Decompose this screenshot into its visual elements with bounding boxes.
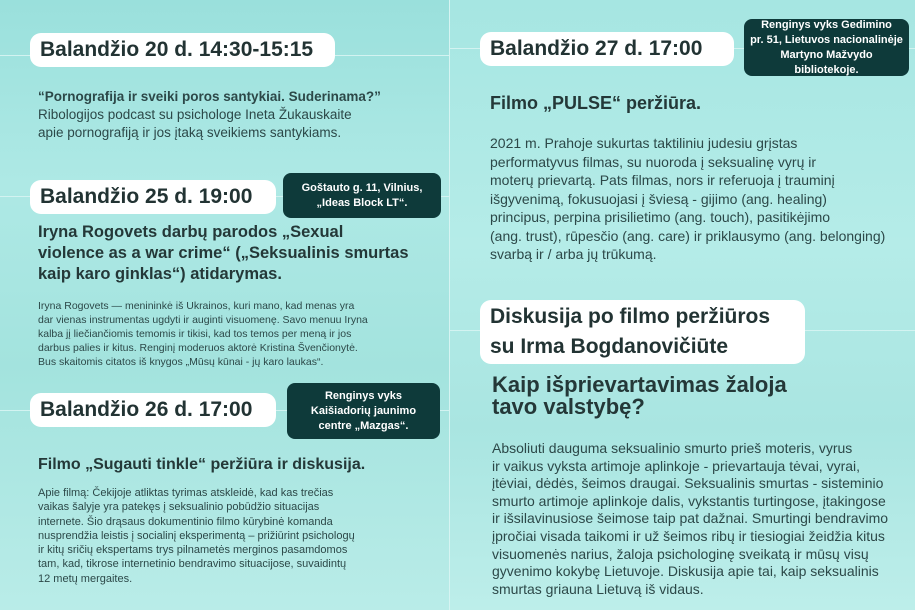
discussion-description bbox=[492, 440, 912, 598]
description-line: Iryna Rogovets — menininkė iš Ukrainos, kuri mano, kad menas yra bbox=[38, 300, 355, 312]
title-line: kaip karo ginklas“) atidarymas. bbox=[38, 265, 282, 283]
description-line: tam, kad, tikrose internetinio bendravimo situacijose, suvaidintų bbox=[38, 558, 347, 571]
discussion-heading-pill bbox=[480, 300, 805, 364]
description-line: ir išsilavinusiose šeimose taip pat dažnai. Smurtingi bendravimo bbox=[492, 510, 889, 527]
location-badge bbox=[287, 383, 440, 439]
event-date: Balandžio 26 d. 17:00 bbox=[40, 398, 253, 421]
event-description bbox=[38, 88, 443, 142]
description-line: moterų prievartą. Pats filmas, nors ir referuoja į trauminį bbox=[490, 172, 835, 188]
event-description bbox=[38, 299, 448, 369]
event-title: “Pornografija ir sveiki poros santykiai. Suderinama?” bbox=[38, 89, 381, 104]
description-line: 12 metų mergaites. bbox=[38, 572, 133, 585]
description-line: Apie filmą: Čekijoje atliktas tyrimas atskleidė, kad kas trečias bbox=[38, 487, 334, 499]
left-panel bbox=[0, 0, 450, 610]
description-line: smurto artimoje aplinkoje dalis, vykstantis turtingose, įtakingose bbox=[492, 492, 886, 509]
title-line: Kaip išprievartavimas žaloja bbox=[492, 372, 787, 397]
description-line: smurtas griauna Lietuvą iš vidaus. bbox=[492, 580, 704, 597]
location-line: Kaišiadorių jaunimo bbox=[310, 404, 417, 417]
title-line: violence as a war crime“ („Seksualinis smurtas bbox=[38, 244, 409, 262]
event-date-pill bbox=[30, 33, 335, 67]
description-line: ir vaikus vyksta artimoje aplinkoje - prievartauja tėvai, vyrai, bbox=[492, 457, 861, 474]
heading-line: Diskusija po filmo peržiūros bbox=[490, 305, 771, 328]
location-badge bbox=[744, 19, 909, 76]
event-description bbox=[490, 134, 910, 264]
location-line: Renginys vyks Gedimino bbox=[761, 18, 892, 31]
description-line: išgyvenimą, fokusuojasi į šviesą - gijimo (ang. healing) bbox=[490, 190, 827, 207]
description-line: performatyvus filmas, su nuoroda į seksualinę vyrų ir bbox=[490, 153, 817, 170]
description-line: kalba jį liečiančiomis temomis ir tikisi, kad tos temos per meną ir jos bbox=[38, 328, 352, 340]
description-line: darbus palies ir kitus. Renginį moderuos aktorė Kristina Švenčionytė. bbox=[38, 342, 358, 354]
description-line: nusprendžia leistis į socialinį eksperimentą – prižiūrint psichologų bbox=[38, 529, 355, 542]
event-title: Filmo „PULSE“ peržiūra. bbox=[490, 93, 702, 113]
description-line: ir kitų sričių ekspertams trys pilnametės merginos pasamdomos bbox=[38, 544, 348, 557]
event-date: Balandžio 20 d. 14:30-15:15 bbox=[40, 38, 314, 61]
description-line: įpročiai visada taikomi ir už šeimos ribų ir tiesiogiai žeidžia kitus bbox=[492, 527, 885, 544]
description-line: svarbą ir / arba jų trūkumą. bbox=[490, 246, 657, 262]
description-line: principus, perpina prisilietimo (ang. touch), pasitikėjimo bbox=[490, 209, 831, 225]
description-line: apie pornografiją ir jos įtaką sveikiems santykiams. bbox=[38, 125, 342, 140]
right-panel bbox=[450, 0, 915, 610]
event-date: Balandžio 25 d. 19:00 bbox=[40, 185, 253, 208]
description-line: 2021 m. Prahoje sukurtas taktiliniu judesiu grįstas bbox=[490, 135, 798, 151]
description-line: internete. Šio drąsaus dokumentinio filmo kūrybinė komanda bbox=[38, 515, 333, 528]
event-date-pill bbox=[30, 180, 276, 214]
event-title bbox=[38, 222, 448, 285]
discussion-title bbox=[492, 374, 902, 418]
title-line: tavo valstybę? bbox=[492, 394, 645, 419]
event-title: Filmo „Sugauti tinkle“ peržiūra ir diskusija. bbox=[38, 456, 366, 473]
event-date-pill bbox=[30, 393, 276, 427]
location-line: centre „Mazgas“. bbox=[318, 419, 409, 432]
location-line: Martyno Mažvydo bibliotekoje. bbox=[780, 48, 873, 76]
location-line: Goštauto g. 11, Vilnius, bbox=[301, 181, 423, 194]
location-badge bbox=[283, 173, 441, 218]
description-line: Ribologijos podcast su psichologe Ineta Žukauskaite bbox=[38, 107, 352, 122]
event-date: Balandžio 27 d. 17:00 bbox=[490, 37, 703, 60]
event-date-pill bbox=[480, 32, 734, 66]
heading-line: su Irma Bogdanovičiūte bbox=[490, 335, 729, 358]
description-line: visuomenės narius, žaloja psichologinę sveikatą ir mūsų visų bbox=[492, 545, 869, 562]
title-line: Iryna Rogovets darbų parodos „Sexual bbox=[38, 223, 344, 241]
description-line: (ang. trust), rūpesčio (ang. care) ir priklausymo (ang. belonging) bbox=[490, 227, 886, 244]
event-description bbox=[38, 486, 448, 586]
description-line: vaikas šalyje yra patekęs į seksualinio pobūdžio situacijas bbox=[38, 501, 320, 514]
description-line: Bus skaitomis citatos iš knygos „Mūsų kūnai - jų karo laukas“. bbox=[38, 356, 324, 368]
location-line: „Ideas Block LT“. bbox=[316, 196, 408, 209]
location-line: pr. 51, Lietuvos nacionalinėje bbox=[750, 33, 903, 46]
description-line: įtėviai, dėdės, šeimos draugai. Seksualinis smurtas - sisteminio bbox=[492, 475, 884, 492]
description-line: Absoliuti dauguma seksualinio smurto prieš moteris, vyrus bbox=[492, 440, 853, 456]
location-line: Renginys vyks bbox=[324, 389, 403, 402]
description-line: dar vienas instrumentas ugdyti ir auginti visuomenę. Savo menuu Iryna bbox=[38, 314, 368, 326]
description-line: gyvenimo kokybę Lietuvoje. Diskusija apie tai, kaip seksualinis bbox=[492, 563, 879, 580]
